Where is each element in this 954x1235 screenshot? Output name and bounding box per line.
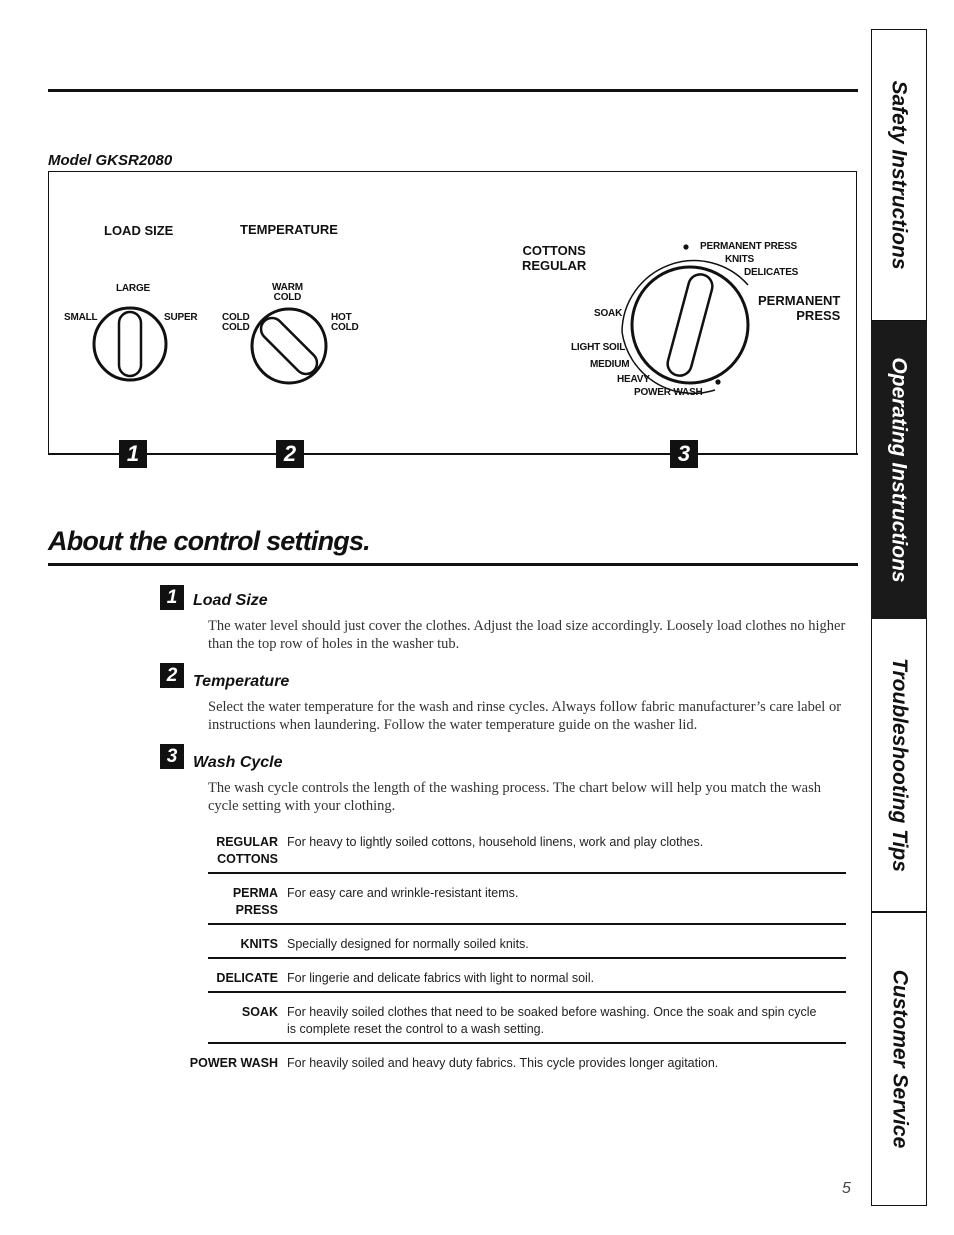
section-3-title: Wash Cycle <box>193 754 283 771</box>
temperature-heading: TEMPERATURE <box>240 222 338 237</box>
marker-3-badge: 3 <box>670 440 698 468</box>
load-large-label: LARGE <box>116 283 151 294</box>
model-label: Model GKSR2080 <box>48 152 173 169</box>
cycle-divider <box>208 991 846 993</box>
cycle-desc: For heavy to lightly soiled cottons, household linens, work and play clothes. <box>287 835 704 849</box>
section-1-badge: 1 <box>160 585 184 610</box>
wash-light-soil-label: LIGHT SOIL <box>571 342 626 353</box>
cycle-row <box>160 936 846 953</box>
cycle-row <box>160 970 846 987</box>
cycle-name: REGULAR COTTONS <box>216 835 278 866</box>
section-2-title: Temperature <box>193 673 290 690</box>
cycle-name: PERMA PRESS <box>232 886 278 917</box>
cycle-row <box>160 1055 846 1072</box>
load-size-heading: LOAD SIZE <box>104 223 174 238</box>
section-title: About the control settings. <box>48 526 370 556</box>
cycle-divider <box>208 872 846 874</box>
wash-cottons-label: COTTONS REGULAR <box>522 243 587 273</box>
cycle-desc: Specially designed for normally soiled knits. <box>287 937 529 951</box>
panel-marker-line <box>48 453 858 455</box>
tab-operating-instructions[interactable] <box>871 321 927 619</box>
cycle-row <box>160 885 846 919</box>
section-1-title: Load Size <box>193 592 268 609</box>
page-number: 5 <box>842 1180 851 1197</box>
temperature-dial[interactable] <box>247 302 331 388</box>
load-size-dial[interactable] <box>90 300 170 386</box>
wash-power-wash-label: POWER WASH <box>634 387 703 398</box>
cycle-name: KNITS <box>240 937 278 951</box>
cycle-name: SOAK <box>241 1005 278 1019</box>
section-3-body: The wash cycle controls the length of the washing process. The chart below will help you match the wash cycle setting with your clothing. <box>208 780 821 814</box>
cycle-divider <box>208 923 846 925</box>
tab-label: Troubleshooting Tips <box>888 658 912 872</box>
marker-1-badge: 1 <box>119 440 147 468</box>
section-1-body: The water level should just cover the clothes. Adjust the load size accordingly. Loosely load clothes no higher than the top row of holes in the washer tub. <box>208 618 846 652</box>
cycle-divider <box>208 1042 846 1044</box>
temp-cold-label: COLD COLD <box>222 312 250 333</box>
wash-permanent-press-label: PERMANENT PRESS <box>758 293 841 323</box>
cycle-name: POWER WASH <box>189 1056 278 1070</box>
tab-label: Customer Service <box>888 969 911 1149</box>
wash-delicates-label: DELICATES <box>744 267 799 278</box>
cycle-row <box>160 1004 846 1038</box>
section-title-rule <box>48 563 858 566</box>
temp-hot-label: HOT COLD <box>331 312 359 333</box>
cycle-desc: For lingerie and delicate fabrics with light to normal soil. <box>287 971 595 985</box>
cycle-divider <box>208 957 846 959</box>
load-small-label: SMALL <box>64 312 98 323</box>
wash-permanent-press-small-label: PERMANENT PRESS <box>700 241 798 252</box>
cycle-name: DELICATE <box>216 971 278 985</box>
wash-knits-label: KNITS <box>725 254 755 265</box>
load-super-label: SUPER <box>164 312 198 323</box>
cycle-desc: For heavily soiled and heavy duty fabrics. This cycle provides longer agitation. <box>287 1056 719 1070</box>
tab-label: Safety Instructions <box>888 80 912 270</box>
section-2-body: Select the water temperature for the wash and rinse cycles. Always follow fabric manufacturer’s care label or instructions when laundering. Follow the water temperature guide on the washer lid. <box>208 699 842 733</box>
wash-heavy-label: HEAVY <box>617 374 650 385</box>
section-3-badge: 3 <box>160 744 184 769</box>
marker-2-badge: 2 <box>276 440 304 468</box>
section-2-badge: 2 <box>160 663 184 688</box>
cycle-desc: For easy care and wrinkle-resistant items. <box>287 886 519 900</box>
cycle-desc: For heavily soiled clothes that need to be soaked before washing. Once the soak and spin cycle is complete reset the control to a wash setting. <box>287 1005 817 1036</box>
tab-safety-instructions[interactable] <box>871 29 927 321</box>
wash-soak-label: SOAK <box>594 308 623 319</box>
tab-label: Operating Instructions <box>888 357 911 583</box>
tab-troubleshooting-tips[interactable] <box>871 619 927 911</box>
wash-medium-label: MEDIUM <box>590 359 630 370</box>
temp-warm-label: WARM COLD <box>272 282 303 303</box>
cycle-row <box>160 834 846 868</box>
tab-customer-service[interactable] <box>871 912 927 1206</box>
top-rule <box>48 89 858 92</box>
